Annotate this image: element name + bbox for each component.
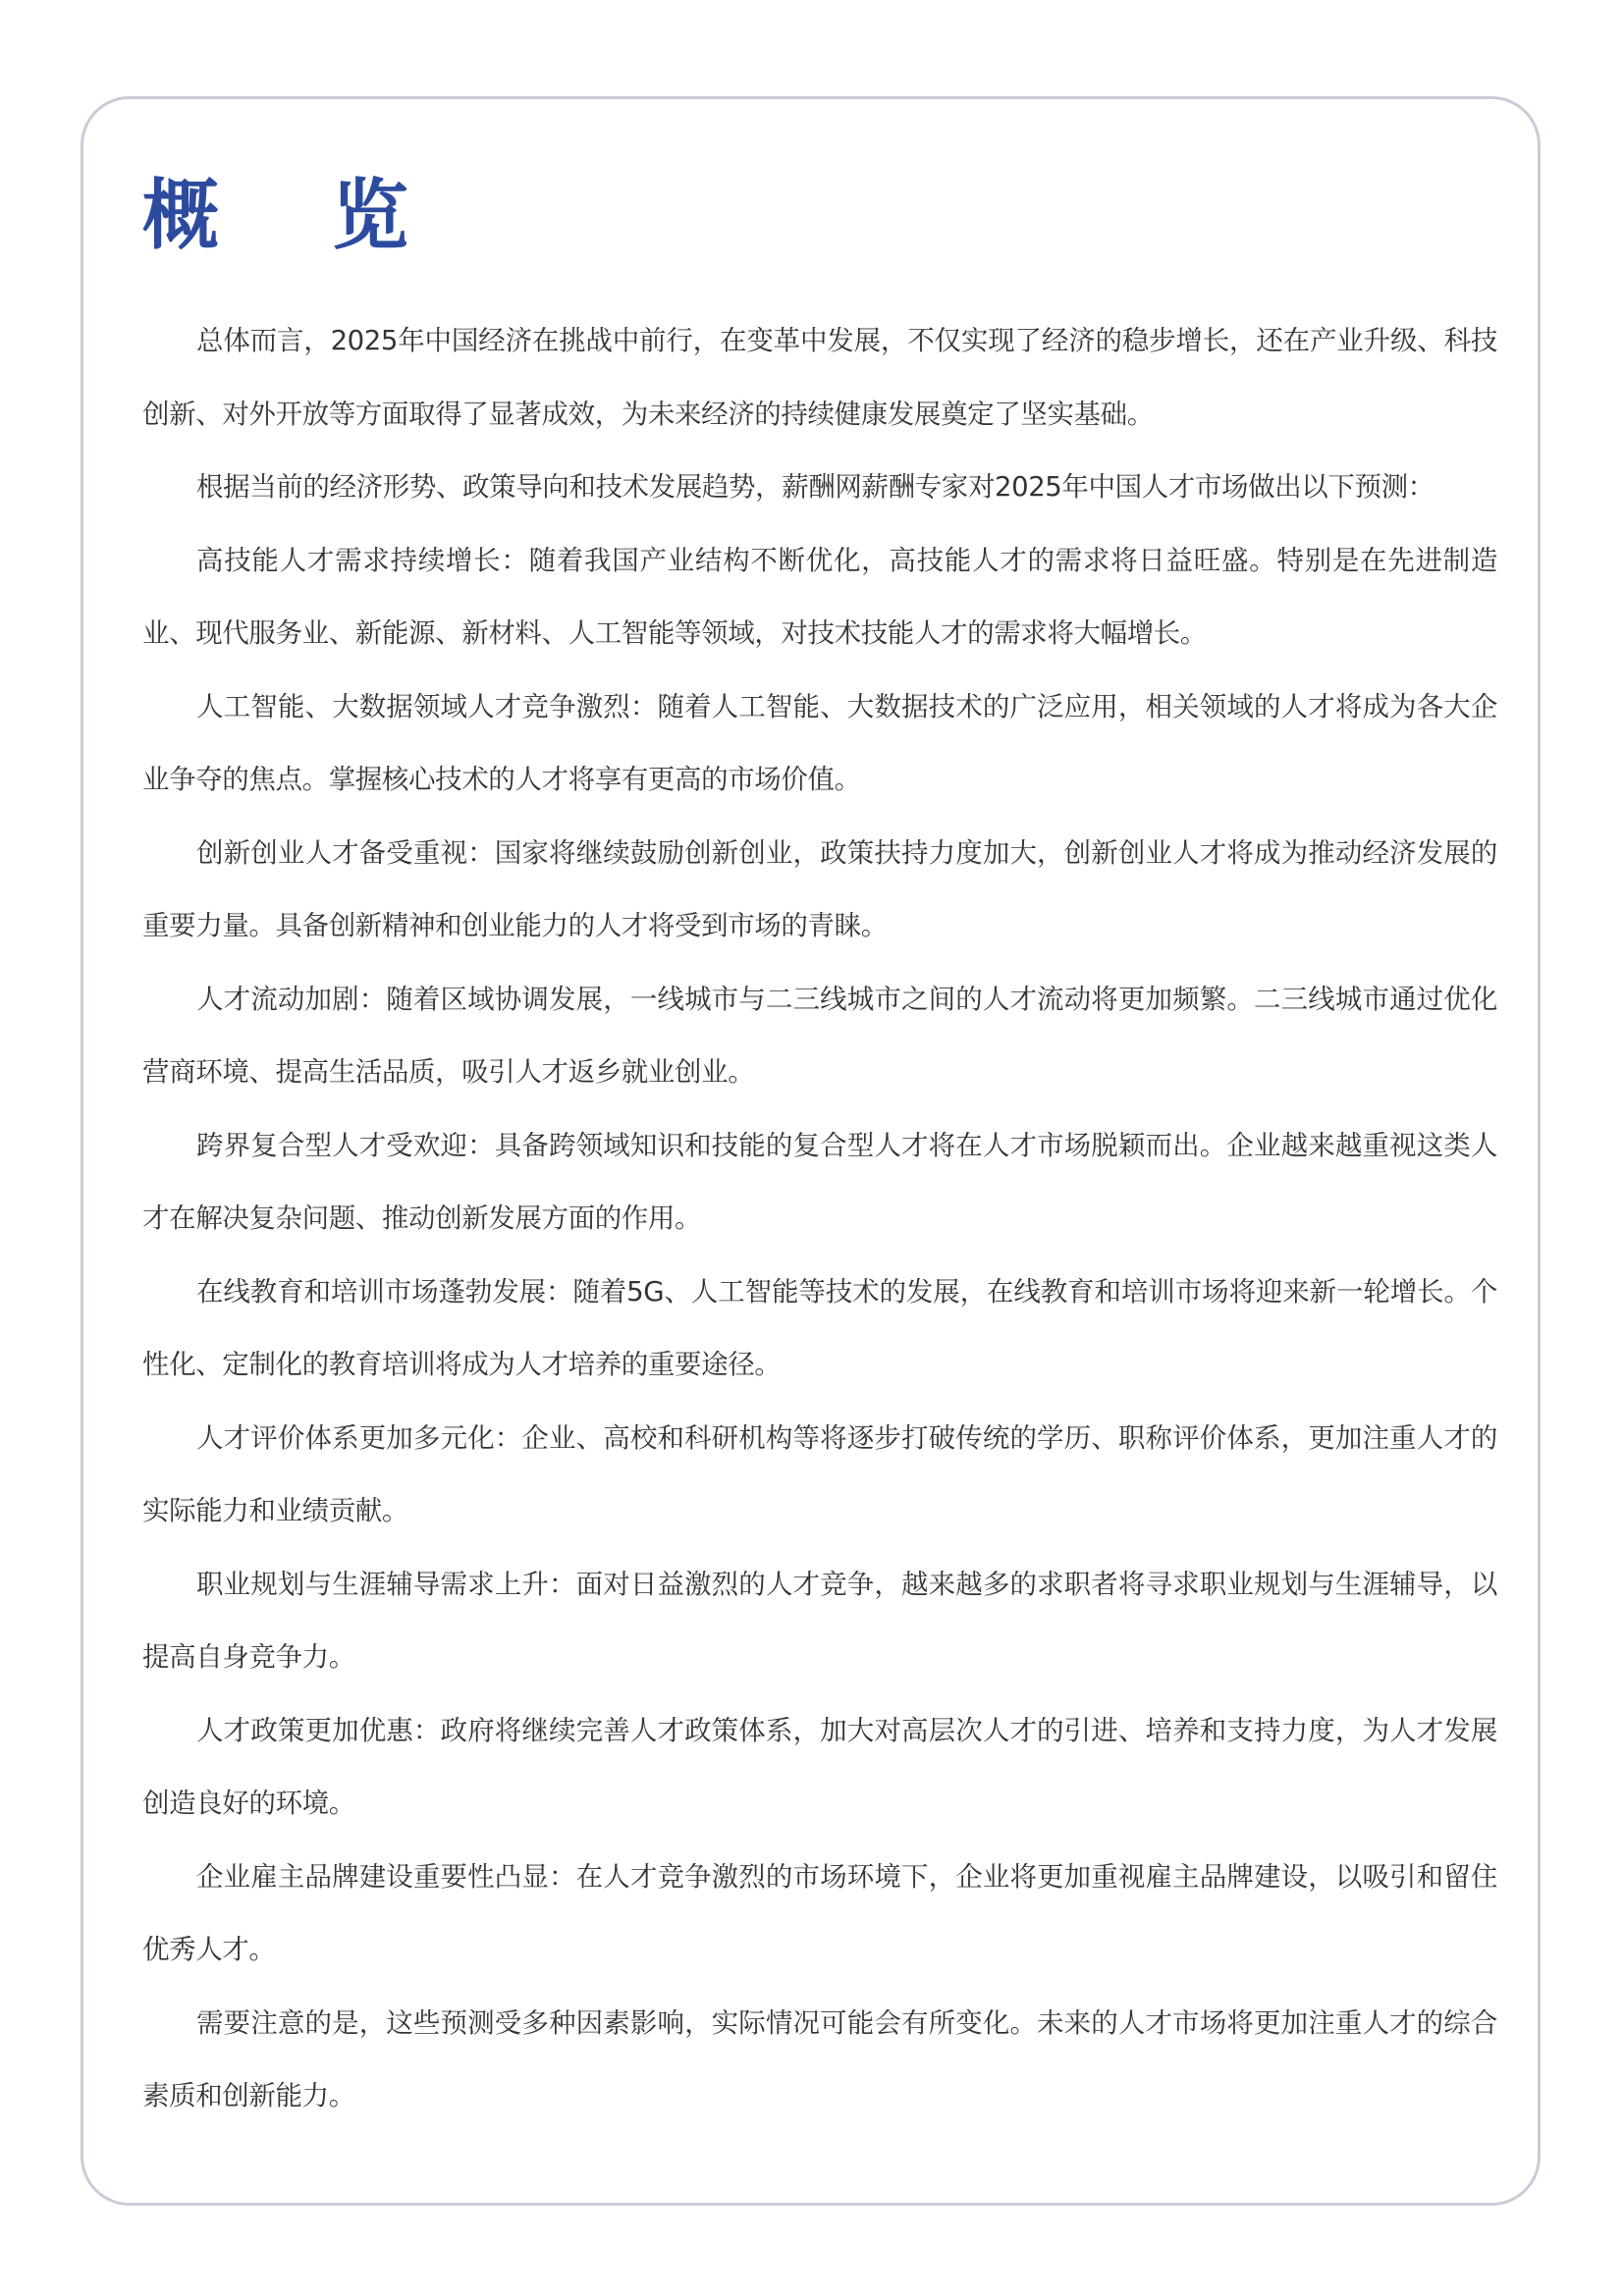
paragraph-employer-brand: 企业雇主品牌建设重要性凸显：在人才竞争激烈的市场环境下，企业将更加重视雇主品牌建设，以吸引和留住优秀人才。 [142,1860,1497,1965]
paragraph-summary: 总体而言，2025年中国经济在挑战中前行，在变革中发展，不仅实现了经济的稳步增长，还在产业升级、科技创新、对外开放等方面取得了显著成效，为未来经济的持续健康发展奠定了坚实基础。 [142,325,1497,430]
body-text [142,304,1497,2133]
paragraph-forecast-intro: 根据当前的经济形势、政策导向和技术发展趋势，薪酬网薪酬专家对2025年中国人才市场做出以下预测： [196,471,1435,503]
page-title: 概 览 [142,172,453,260]
paragraph-high-skill-talent: 高技能人才需求持续增长：随着我国产业结构不断优化，高技能人才的需求将日益旺盛。特别是在先进制造业、现代服务业、新能源、新材料、人工智能等领域，对技术技能人才的需求将大幅增长。 [142,544,1497,649]
paragraph-online-education: 在线教育和培训市场蓬勃发展：随着5G、人工智能等技术的发展，在线教育和培训市场将迎来新一轮增长。个性化、定制化的教育培训将成为人才培养的重要途径。 [142,1275,1497,1380]
paragraph-ai-bigdata-talent: 人工智能、大数据领域人才竞争激烈：随着人工智能、大数据技术的广泛应用，相关领域的人才将成为各大企业争夺的焦点。掌握核心技术的人才将享有更高的市场价值。 [142,690,1497,795]
paragraph-talent-policy: 人才政策更加优惠：政府将继续完善人才政策体系，加大对高层次人才的引进、培养和支持力度，为人才发展创造良好的环境。 [142,1714,1497,1819]
paragraph-closing-note: 需要注意的是，这些预测受多种因素影响，实际情况可能会有所变化。未来的人才市场将更加注重人才的综合素质和创新能力。 [142,2006,1497,2111]
paragraph-talent-evaluation: 人才评价体系更加多元化：企业、高校和科研机构等将逐步打破传统的学历、职称评价体系，更加注重人才的实际能力和业绩贡献。 [142,1421,1497,1526]
paragraph-cross-discipline-talent: 跨界复合型人才受欢迎：具备跨领域知识和技能的复合型人才将在人才市场脱颖而出。企业越来越重视这类人才在解决复杂问题、推动创新发展方面的作用。 [142,1129,1497,1234]
paragraph-innovation-talent: 创新创业人才备受重视：国家将继续鼓励创新创业，政策扶持力度加大，创新创业人才将成为推动经济发展的重要力量。具备创新精神和创业能力的人才将受到市场的青睐。 [142,836,1497,941]
paragraph-talent-mobility: 人才流动加剧：随着区域协调发展，一线城市与二三线城市之间的人才流动将更加频繁。二三线城市通过优化营商环境、提高生活品质，吸引人才返乡就业创业。 [142,983,1497,1088]
paragraph-career-planning: 职业规划与生涯辅导需求上升：面对日益激烈的人才竞争，越来越多的求职者将寻求职业规划与生涯辅导，以提高自身竞争力。 [142,1568,1497,1673]
